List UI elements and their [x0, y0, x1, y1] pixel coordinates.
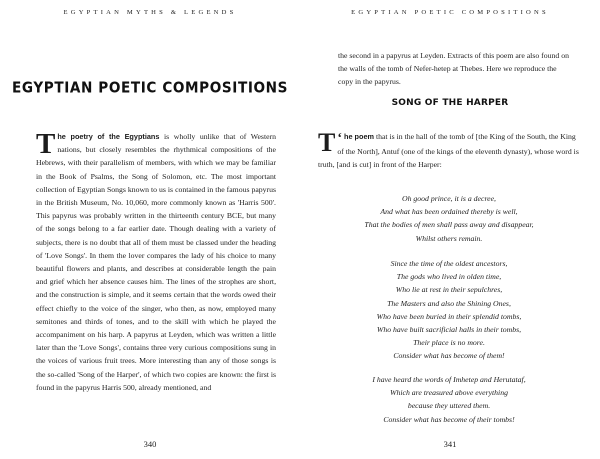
text-line: so-called 'Song of the Harper', of which two copies are known: the — [47, 369, 255, 379]
running-head-right: EGYPTIAN POETIC COMPOSITIONS — [351, 9, 549, 16]
text-line: is wholly unlike that of Western — [164, 132, 276, 141]
text-line: contains three very curious compositions sung in the voices of — [36, 343, 277, 366]
poem-introduction — [318, 130, 580, 172]
drop-cap-right: T — [318, 128, 336, 157]
poem-line: Who have been buried in their splendid tombs, — [376, 311, 522, 321]
running-head-left: EGYPTIAN MYTHS & LEGENDS — [63, 9, 237, 16]
text-line: absence causes him. The lines of the strophes are short, and the — [36, 277, 277, 300]
text-line: at Leyden, which was written a little later than the 'Love Songs', — [36, 330, 277, 353]
text-line: is contained in the famous papyrus in the British Museum, No. — [36, 184, 276, 208]
text-line: the Hebrews, with their parallelism of members, with which we — [36, 145, 276, 168]
text-line: probably written in the thirteenth century BCE, but many of the — [36, 211, 277, 234]
section-title: SONG OF THE HARPER — [391, 98, 509, 108]
text-line: that is in the hall of the tomb of [the King of — [375, 132, 514, 141]
poem-line: Oh good prince, it is a decree, — [402, 194, 496, 203]
text-line: their effect chiefly to the voice of the singer, who then, as now, — [36, 290, 277, 313]
lead-in-right: he poem — [344, 132, 375, 141]
poem-stanza-3 — [318, 373, 580, 426]
poem-line: That the bodies of men shall pass away and disappear, — [364, 220, 534, 230]
text-line: with which he played the accompaniment on his harp. A papyrus — [36, 316, 276, 340]
page-number-right: 341 — [443, 439, 457, 449]
text-line: may be familiar in the Book of Psalms, the Song of Solomon, etc. — [36, 158, 277, 181]
poem-line: Who have built sacrificial halls in their tombs, — [376, 325, 522, 335]
text-line: various fruit trees. More interesting than any of those songs is the — [36, 356, 276, 379]
poem-line: Their place is no more. — [413, 338, 485, 348]
text-line: first is found in the papyrus Harris 500, already mentioned, and — [36, 369, 277, 392]
text-line: kings of the eleventh dynasty), whose word is truth, [and is — [318, 147, 579, 170]
lead-in: he poetry of the Egyptians — [57, 132, 160, 141]
poem-line: Whilst others remain. — [415, 233, 483, 243]
drop-cap: T — [36, 128, 56, 160]
poem-line: The Masters and also the Shining Ones, — [387, 298, 511, 308]
text-line: found on the walls of the tomb of Nefer-hetep at Thebes. Here we — [338, 51, 569, 74]
text-line: cut] in front of the Harper: — [359, 160, 442, 170]
poem-line: Who lie at rest in their sepulchres, — [395, 285, 503, 295]
poem-line: Consider what has become of them! — [393, 351, 505, 361]
chapter-title: EGYPTIAN POETIC COMPOSITIONS — [11, 79, 289, 97]
text-line: of subjects, there is no doubt that all of them must be classed — [36, 224, 276, 247]
poem-stanza-1 — [318, 192, 580, 245]
poem-line: Consider what has become of their tombs! — [383, 414, 515, 424]
text-line: the lady of his choice to many beautiful flowers and plants, and — [36, 250, 276, 274]
text-line: construction is simple, and it seems certain that the words owed — [60, 290, 260, 300]
poem-line: And what has been ordained thereby is well, — [380, 207, 518, 217]
text-line: the South, the King of the North], Antuf (one of the — [337, 132, 576, 157]
poem-stanza-2 — [318, 257, 580, 363]
text-line: describes at considerable length the pain and grief which her — [36, 264, 276, 287]
poem-line: I have heard the words of Imhetep and Herutataf, — [372, 375, 526, 384]
text-line: the second in a papyrus at Leyden. Extracts of this poem are also — [338, 51, 540, 60]
poem-line: The gods who lived in olden time, — [396, 272, 502, 282]
poem-line: Which are treasured above everything — [390, 388, 508, 398]
text-line: The most important collection of Egyptian Songs known to us — [36, 171, 276, 194]
opening-quote: ‘ — [337, 131, 343, 146]
text-line: reproduce the copy in the papyrus. — [338, 64, 557, 87]
text-line: employed many semitones and thirds of tones, and to the skill — [36, 303, 277, 326]
body-text-right-continued — [338, 49, 570, 89]
poem-line: because they uttered them. — [407, 401, 491, 411]
body-text-left — [36, 130, 276, 394]
text-line: under the heading of 'Love Songs'. In them the lover compares — [36, 237, 276, 260]
text-line: songs belong to a far earlier date. Though dealing with a variety — [57, 224, 267, 234]
poem-line: Since the time of the oldest ancestors, — [390, 259, 508, 268]
page-number-left: 340 — [143, 439, 157, 449]
text-line: 10,060, more commonly known as 'Harris 500'. This papyrus was — [36, 198, 276, 221]
text-line: nations, but closely resembles the rhythmical compositions of — [57, 145, 263, 155]
